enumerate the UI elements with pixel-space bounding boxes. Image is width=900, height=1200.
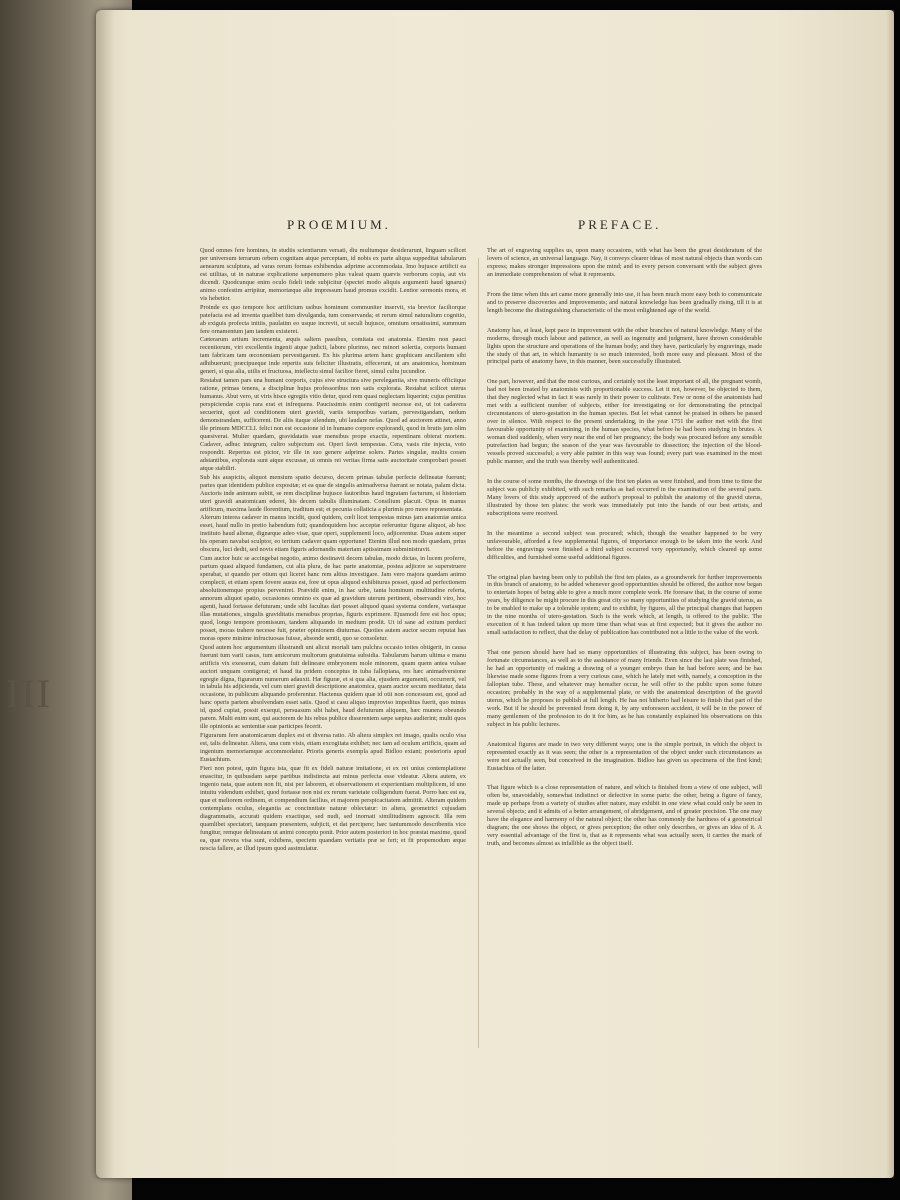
english-paragraph: The art of engraving supplies us, upon many occasions, with what has been the great desideratum of the lovers of science, an universal language. Nay, it conveys clearer ideas of most natural objects than words can express; makes stronger impressions upon the mind; and to every person conversant with the subject gives an immediate comprehension of what it represents.	[487, 247, 762, 278]
latin-column	[200, 247, 466, 1059]
latin-paragraph: Alterum interea cadaver in manus incidit, quod quidem, cœli licet tempestas minus jam anatomiæ amica esset, haud nullo in pretio habendum fuit; quandoquidem hoc acceptæ referuntur figuræ aliquot, ab hoc instituto haud alienæ, dignæque adeo visæ, quæ operi, supplementi loco, adjicerentur. Duas autem super his operam navabat sculptor, eo tertium cadaver quam opportune! Etenim illud non modo quædam, prius obscura, luci dedit, sed novis etiam figuris adornandis materiam aptissimam subministravit.	[200, 514, 466, 554]
latin-paragraph: Fieri non potest, quin figura ista, quæ fit ex fideli naturæ imitatione, et ex rei unius contemplatione enascitur, in quibusdam sæpe partibus indistincta aut minus perfecta esse videatur. Altera autem, ex ingenio nata, quæ autem non fit, nisi per laborem, et observationem et experientiam multiplicem, id uno intuitu videndum exhibet, quod fortasse non nisi ex rerum varietate colligendum fuerat. Porro hæc est ea, quæ et meliorem ordinem, et compendium facilius, et majorem perspicacitatem admittit. Alteram quidem contemplans oculus, elegantia ac concinnitate naturæ oblectatur: in altera, geometrici cujusdam diagrammatis, accurati quidem exactique, sed nudi, sed inornati similitudinem agnoscit. Illa rem quamlibet spectatori, tanquam præsentem, subjicit, et dat percipere; hæc tantummodo describentis vice fungitur, remque delineatam ut animi conceptu ponit. Prior autem posteriori in hoc præstat maxime, quod ea, quæ revera visa sunt, exhibens, speciem quandam veritatis præ se fert; et fit propemodum æque nescia fallere, ac illud ipsum quod assimulatur.	[200, 765, 466, 852]
english-paragraph: That one person should have had so many opportunities of illustrating this subject, has been owing to fortunate circumstances, as well as to the assistance of many friends. Even since the last plate was finished, he had an opportunity of making a drawing of a younger embryo than he had before seen; and he has likewise made some figures from a very curious case, which he lately met with, namely, a conception in the fallopian tube. These, and whatever may hereafter occur, he will offer to the public upon some future occasion; probably in the way of a supplemental plate, or with the anatomical description of the gravid uterus, which he proposes to publish at full length. He has not hitherto had leisure to finish that part of the work. But if he should be prevented from doing it, by any unforeseen accident, it will be in the power of many gentlemen of the profession to do it for him, as he has constantly explained his observations on this subject in his public lectures.	[487, 649, 762, 728]
latin-paragraph: Cæterarum artium incrementa, æquis saltem passibus, comitata est anatomia. Etenim non pauci recentiorum, viri excellentis ingenii atque judicii, labore plurimo, nec minori solertia, corporis humani tam fabricam tam œconomiam pervestigarunt. Ex his plurima artem hanc graphicam ancillantem sibi adhibuerunt; præcipueque inde repertis suis feliciter illustratis, effecerunt, ut ars anatomica, hominum generi, si qua alia, utilis et fructuosa, intellectu simul facilior fieret, simul cultu jucundior.	[200, 336, 466, 376]
english-paragraph: In the meantime a second subject was procured; which, though the weather happened to be very unfavourable, afforded a few supplemental figures, of importance enough to be taken into the work. And before the engravings were finished a third subject occurred very opportunely, which cleared up some difficulties, and furnished some useful additional figures.	[487, 529, 762, 561]
latin-paragraph: Figurarum fere anatomicarum duplex est et diversa ratio. Ab altera simplex rei imago, qualis oculo visa est, talis delineatur. Altera, una cum visis, etiam excogitata exhibet; nec tam ad oculum artificis, quam ad ingenium memoriamque accommodatur. Prioris generis exempla apud Bidloo extant; posterioris apud Eustachium.	[200, 732, 466, 764]
english-paragraph: That figure which is a close representation of nature, and which is finished from a view of one subject, will often be, unavoidably, somewhat indistinct or defective in some parts: the other, being a figure of fancy, made up perhaps from a variety of studies after nature, may exhibit in one view what could only be seen in several objects; and it admits of a better arrangement, of abridgement, and of greater precision. The one may have the elegance and harmony of the natural object; the other has commonly the hardness of a geometrical diagram; the one shows the object, or gives perception; the other only describes, or gives an idea of it. A very essential advantage of the first is, that as it represents what was actually seen, it carries the mark of truth, and becomes almost as infallible as the object itself.	[487, 784, 762, 848]
latin-paragraph: Quod autem hoc argumentum illustrandi uni alicui mortali tam pulchra occasio toties obtigerit, in causa fuerunt tum varii casus, tum amicorum multorum gratuisima subsidia. Tabularum harum ultima e manu artificis vix exesserat, cum datum fuit delineare embryonem mole minorem, quam quem antea vulsae auctori unquam contigerat; et haud ita pridem conceptus in tuba fallopiana, res hæc animadversione egregie digna, figurarum numerum adauxit. Hæ figuræ, et si qua alia, ejusdem argumenti, occurrerit, vel in tabula his adjicienda, vel cum uteri gravidi descriptione anatomica, quam auctor secum meditatur, data occasione, in publicum aliquando proferentur. Hactenus quidem quæ id otii non concessum est, quod ad hanc operis partem absolvendam esset satis. Quod si casu aliquo improviso impeditus fuerit, quo minus id, quod cupiat, possit exsequi, persuasum sibi habet, haud defuturum aliquem, hæc munera obeundo parem. Multi enim sunt, qui auctorem de his rebus publice disserentem sæpe sæpius audierint; multi quos ille opinionis ac sententiæ suæ participes fecerit.	[200, 643, 466, 731]
english-paragraph: From the time when this art came more generally into use, it has been much more easy both to communicate and to preserve discoveries and improvements; and natural knowledge has been gradually rising, till it is at length become the distinguishing characteristic of the most enlightened age of the world.	[487, 290, 762, 314]
english-paragraph: Anatomical figures are made in two very different ways; one is the simple portrait, in which the object is represented exactly as it was seen; the other is a representation of the object under such circumstances as were not actually seen, but conceived in the imagination. Bidloo has given us specimens of the first kind; Eustachius of the latter.	[487, 740, 762, 772]
latin-paragraph: Proinde ex quo tempore hoc artificium usibus hominum communiter inservit, via brevior faciliorque patefacta est ad inventa quælibet tum divulganda, tum conservanda; et rerum simul naturalium cognitio, ab exiguis profecta initiis, paulatim eo usque increvit, ut seculi hujusce, omnium ornatissimi, summum fere ornamentum jam tandem existeret.	[200, 303, 466, 335]
english-paragraph: One part, however, and that the most curious, and certainly not the least important of all, the pregnant womb, had not been treated by anatomists with proportionable success. Let it not, however, be objected to them, that they neglected what in fact it was rarely in their power to cultivate. Few or none of the anatomists had met with a sufficient number of subjects, either for investigating or for demonstrating the principal circumstances of utero-gestation in the human species. But let what cannot be praised in others be passed over in silence. With respect to the present undertaking, in the year 1751 the author met with the first favourable opportunity of examining, in the human species, what before he had been studying in brutes. A woman died suddenly, when very near the end of her pregnancy; the body was procured before any sensible putrefaction had begun; the season of the year was favourable to dissection; the injection of the blood-vessels proved successful; a very able painter in this way was found; every part was examined in the most public manner, and the truth was thereby well authenticated.	[487, 378, 762, 465]
column-divider	[478, 258, 479, 1048]
latin-paragraph: Restabat tamen pars una humani corporis, cujus sive structura sive perelegantia, sive muneris officiique ratione, primas tenens, a disciplinæ hujus professoribus non satis explorata. Restabat scilicet uterus humanus. Abut vero, ut viris hisce egregiis vitio detur, quod rem quasi neglectam liquerint; cujus penitius perspiciendæ copia rara erat et infrequens. Paucissimis enim contigerit necesse est, ut tot cadavera secuerint, quot ad conditionem uteri gravidi, variis temporibus variam, pervestigandam, nedum demonstrandam, sufficerent. De aliis itaque silendum, ubi laudare nefas. Quod ad auctorem attinet, anno ille primum MDCCLI. felici non est occasione id in humano corpore explorandi, quod in brutis jam olim quæsiverat. Mulier quædam, gravidatatis suæ mensibus prope exactis, repentinam obierat mortem. Cadaver, adhuc integrum, cultro subjectum est. Operi favit tempestas. Cera, vasis rite injecta, voto respondit. Repertus est pictor, vir ille in suo genere adprime solers. Partes singulæ, multis coram adstantibus, explorata sunt atque excussæ, ut omnis rei veritas firma satis auctoritate comprobari posset atque stabiliri.	[200, 377, 466, 472]
latin-heading: PROŒMIUM.	[287, 217, 391, 232]
latin-paragraph: Sub his auspiciis, aliquot mensium spatio decurso, decem primas tabulæ perfecte delineatæ fuerunt; partes quæ identidem publice expositæ; et ea quæ de singulis animadversa fuerant se notata, palam dicta. Auctoris inde animum subiit, se rem disciplinæ hujusce fautoribus haud ingratam facturum, si historiam uteri gravidi anatomicam ederet, his decem tabulis illuminatam. Consilium placuit. Opus in manus artificum, maxima laude florentium, traditum est; et pecunia collaticia a plurimis pro more repræsentata.	[200, 473, 466, 513]
english-column	[487, 247, 762, 993]
english-paragraph: Anatomy has, at least, kept pace in improvement with the other branches of natural knowledge. Many of the moderns, through much labour and patience, as well as ingenuity and judgment, have thrown considerable lights upon the structure and operations of the human body; and they have, particularly by engravings, made the study of that art, in which humanity is so much interested, both more easy and pleasant. Most of the principal parts of anatomy have, in this manner, been successfully illustrated.	[487, 326, 762, 366]
margin-mark: III	[6, 671, 52, 716]
latin-paragraph: Quod omnes fere homines, in studiis scientiarum versati, diu multumque desiderarunt, linguam scilicet per universum terrarum orbem cognitam atque perceptam, id nobis ex parte aliqua suppeditat tabularum aenearum sculptura, ad varas rerum formas exhibendas adprime accommodata. Imo hujusce artificii ea est utilitas, ut in naturae explicatione sæpenumero plus valeat quam quævis verborum copia, aut vis dicendi. Quodcunque enim oculo fideli inde subjicitur (spectet modo aliquis argumenti haud ignarus) animo confestim arripitur, memoriæque alte impressum haud promus excidit. Lentior sermonis mora, et vis hebetior.	[200, 247, 466, 302]
english-heading: PREFACE.	[578, 217, 662, 232]
english-paragraph: In the course of some months, the drawings of the first ten plates as were finished, and from time to time the subject was publicly exhibited, with such remarks as had occurred in the examination of the several parts. Many lovers of this study approved of the author's proposal to publish the anatomy of the gravid uterus, illustrated by those ten plates: the work was immediately put into the hands of our best artists, and subscriptions were received.	[487, 477, 762, 517]
english-paragraph: The original plan having been only to publish the first ten plates, as a groundwork for further improvements in this branch of anatomy, to be added whenever good opportunities should be offered, the author now began to entertain hopes of being able to give a much more complete work. He foresaw that, in the course of some years, by diligence he might procure in this great city so many opportunities of studying the gravid uterus, as to be enabled to make up a tolerable system; and to exhibit, by figures, all the principal changes that happen in the nine months of utero-gestation. Such is the work which, at length, is offered to the public. The execution of it has indeed taken up more time than what was at first expected; but it gives the author no small satisfaction to reflect, that the delay of publication has contributed not a little to the value of the work.	[487, 573, 762, 637]
page-edge-shadow	[886, 10, 894, 1178]
latin-paragraph: Cum auctor huic se accingebat negotio, animo destinavit decem tabulas, modo dictas, in lucem proferre, partum quasi aliquod fundamen, cui alia plura, de hac parte anatomiæ, postea adjicere se superstruere sperabat, si quando per otium qui liceret hanc rem altius investigare. Jam vero majora quædam animo complecti, et etiam spem fovere ausus est, fore ut opus aliquod exhibiturus posset, quod ad perfectionem absolutionemque propius perveniret. Prævidit enim, in hac urbe, tanta hominum multitudine referta, annorum aliquot spatio, occasiones omnino ex quæ ad gravidum uterum pertinent, observandi viro, hoc agenti, haud fortasse defuturam; unde sibi facultas dari posset aliquod quasi systema condere, variasque illas mutationes, singulis graviditatis mensibus proprias, figuris exprimere. Ejusmodi fere est hoc opus; quod, longo tempore promissum, tandem aliquando in medium prodit. Ut id sane ad exitum perduci posset, moras trahere necesse fuit, præter opinionem diuturnas. Quoties autem auctor secum reputat has moras opere minime infructuosas fuisse, absonde sentit, quo se consoletur.	[200, 555, 466, 642]
